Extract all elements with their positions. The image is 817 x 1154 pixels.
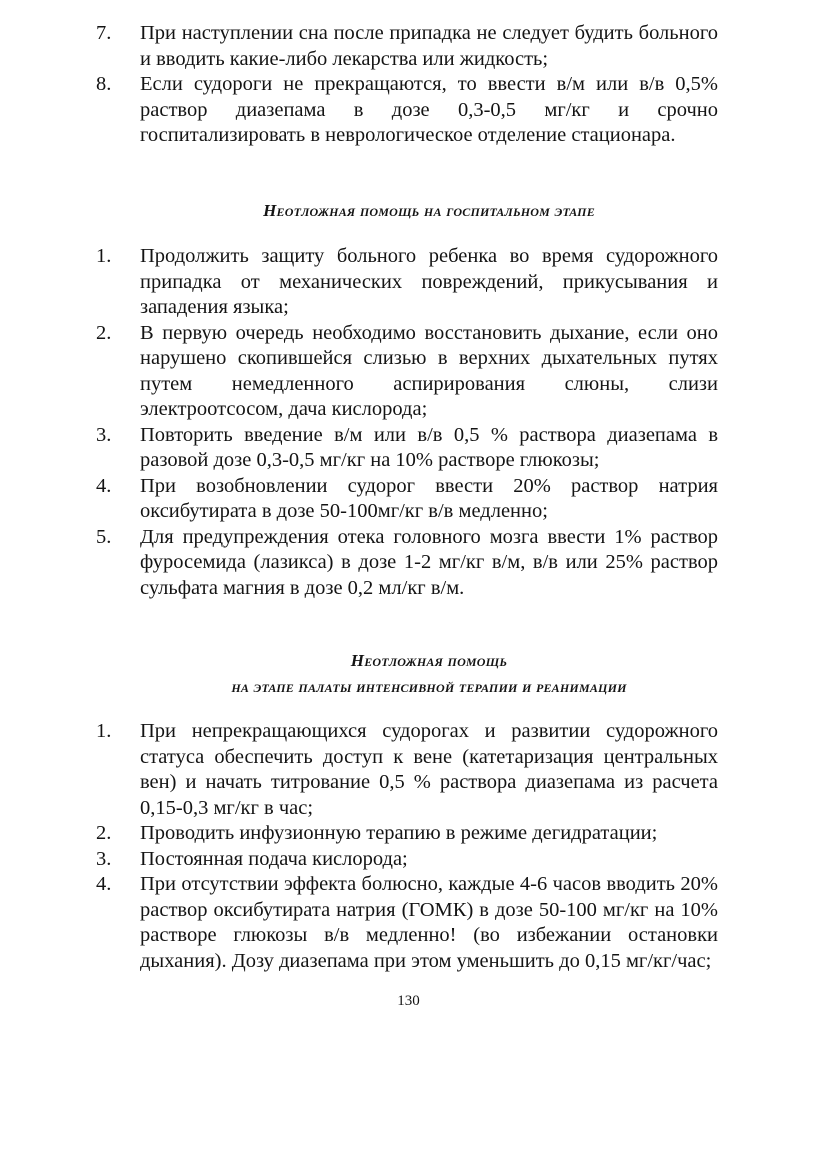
item-text: При возобновлении судорог ввести 20% раствор натрия оксибутирата в дозе 50-100мг/кг в/в медленно; [140,474,718,522]
item-number: 4. [96,474,112,497]
list-item [96,21,718,72]
item-number: 2. [96,822,112,844]
hospital-stage-list [96,244,718,601]
item-number: 4. [96,873,112,895]
list-item [96,72,718,149]
item-number: 1. [96,245,112,267]
item-text: Для предупреждения отека головного мозга ввести 1% раствор фуросемида (лазикса) в дозе 1-2 мг/кг в/м, в/в или 25% раствор сульфата магния в дозе 0,2 мл/кг в/м. [140,525,718,599]
item-number: 5. [96,525,112,548]
item-text: Проводить инфузионную терапию в режиме дегидратации; [140,822,658,844]
section-heading-icu-subtitle: на этапе палаты интенсивной терапии и реанимации [231,677,627,696]
item-number: 8. [96,73,112,95]
list-item [96,847,718,873]
item-text: Постоянная подача кислорода; [140,847,408,870]
list-item [96,423,718,474]
icu-stage-list [96,719,718,974]
item-number: 2. [96,321,112,344]
list-item [96,244,718,321]
list-item [96,719,718,821]
item-text: При наступлении сна после припадка не следует будить больного и вводить какие-либо лекарства или жидкость; [140,22,718,70]
item-text: Если судороги не прекращаются, то ввести в/м или в/в 0,5% раствор диазепама в дозе 0,3-0,5 мг/кг и срочно госпитализировать в неврологическое отделение стационара. [140,73,718,146]
item-number: 7. [96,22,112,44]
item-number: 3. [96,847,112,870]
item-text: Продолжить защиту больного ребенка во время судорожного припадка от механических повреждений, прикусывания и западения языка; [140,245,718,318]
page-number: 130 [397,993,420,1009]
item-text: При отсутствии эффекта болюсно, каждые 4-6 часов вводить 20% раствор оксибутирата натрия (ГОМК) в дозе 50-100 мг/кг на 10% растворе глюкозы в/в медленно! (во избежании остановки дыхания). Дозу диазепама при этом уменьшить до 0,15 мг/кг/час; [140,873,718,972]
item-number: 3. [96,423,112,446]
item-number: 1. [96,720,112,742]
list-item [96,474,718,525]
item-text: В первую очередь необходимо восстановить дыхание, если оно нарушено скопившейся слизью в верхних дыхательных путях путем немедленного аспирирования слюны, слизи электроотсосом, дача кислорода; [140,321,718,420]
list-item [96,872,718,974]
section-heading-icu-title: Неотложная помощь [350,651,508,670]
list-item [96,821,718,847]
item-text: При непрекращающихся судорогах и развитии судорожного статуса обеспечить доступ к вене (катетаризация центральных вен) и начать титрование 0,5 % раствора диазепама из расчета 0,15-0,3 мг/кг в час; [140,720,718,819]
item-text: Повторить введение в/м или в/в 0,5 % раствора диазепама в разовой дозе 0,3-0,5 мг/кг на 10% растворе глюкозы; [140,423,718,471]
list-item [96,525,718,602]
section-heading-hospital: Неотложная помощь на госпитальном этапе [263,201,595,220]
list-item [96,321,718,423]
top-list [96,21,718,149]
